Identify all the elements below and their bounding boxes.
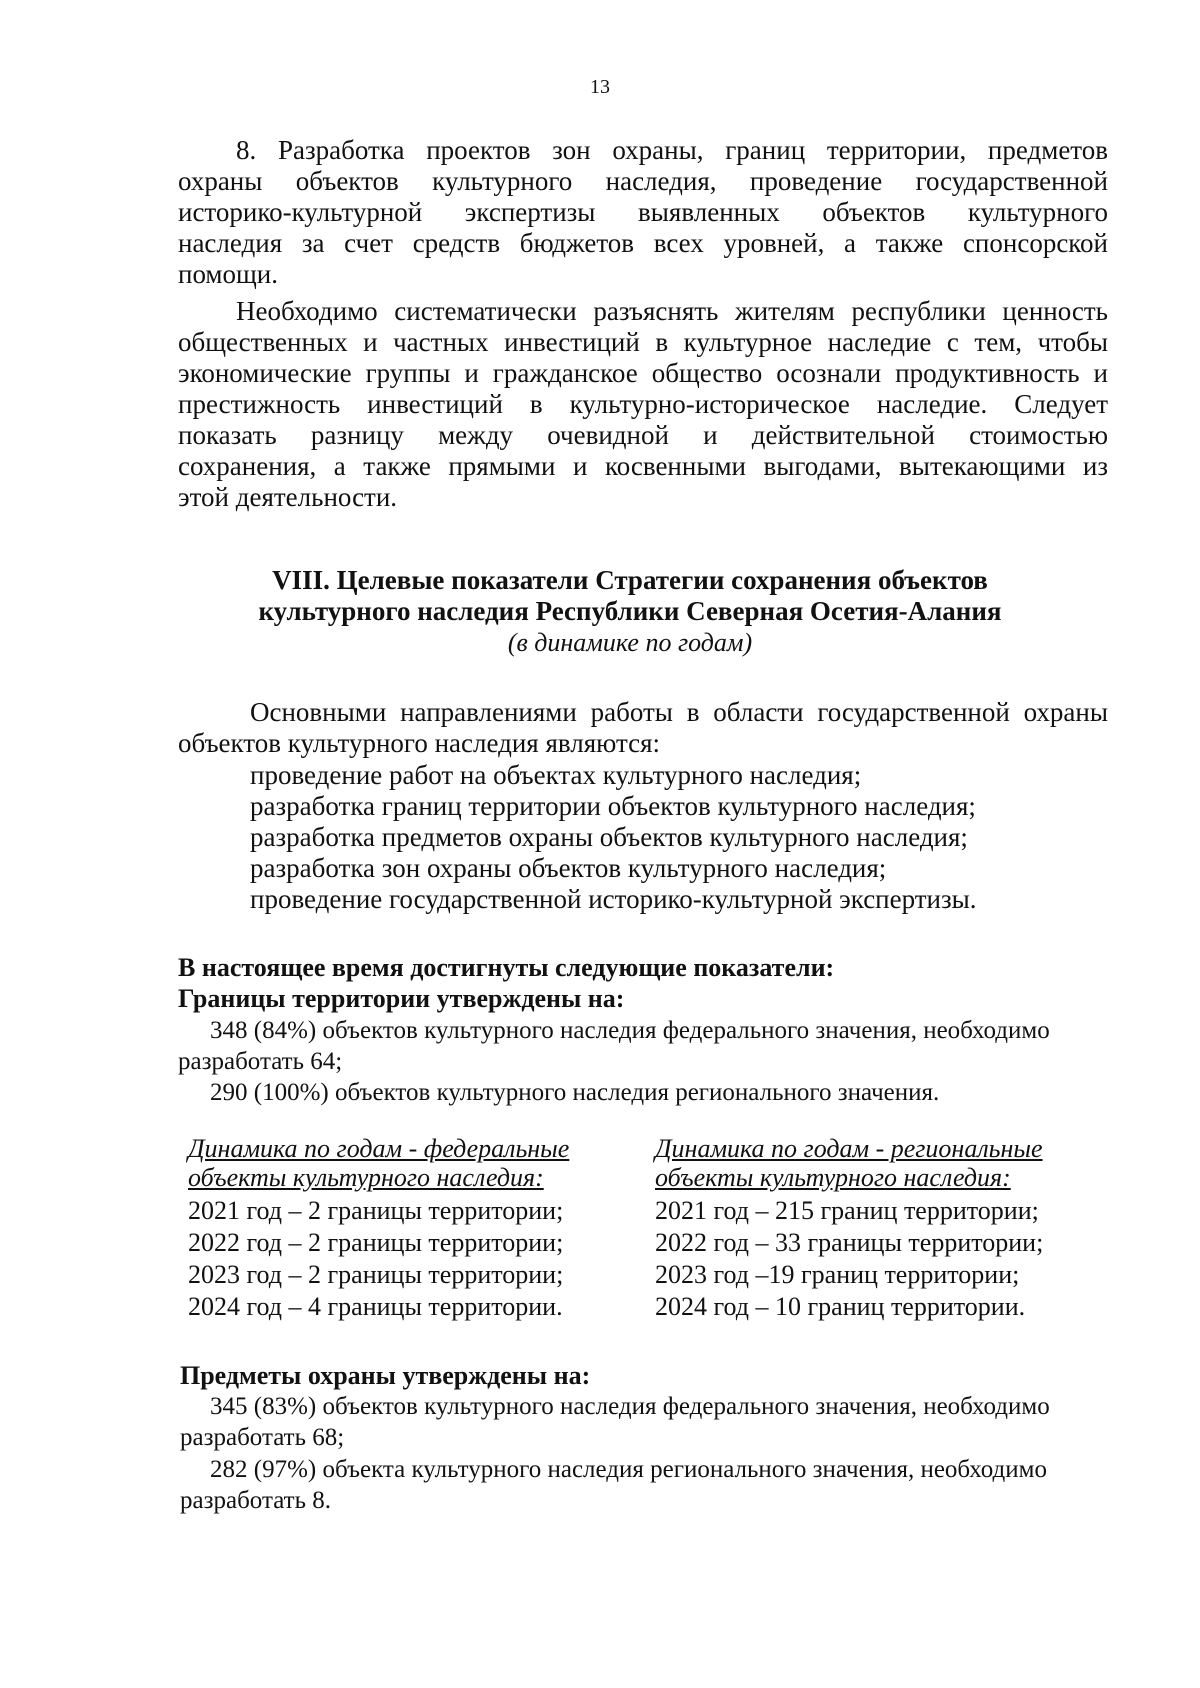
paragraph-line: разработать 68; — [180, 1424, 345, 1451]
regional-column-title: Динамика по годам - региональные — [655, 1134, 1043, 1163]
section-subtitle: (в динамике по годам) — [507, 628, 753, 657]
paragraph-line: престижность инвестиций в культурно-историческое наследие. Следует — [178, 389, 1108, 419]
federal-year-item: 2022 год – 2 границы территории; — [188, 1228, 564, 1257]
federal-year-item: 2023 год – 2 границы территории; — [188, 1260, 564, 1289]
paragraph-line: охраны объектов культурного наследия, проведение государственной — [178, 166, 1108, 196]
paragraph-line: наследия за счет средств бюджетов всех уровней, а также спонсорской — [178, 228, 1108, 258]
paragraph-line: историко-культурной экспертизы выявленных объектов культурного — [178, 197, 1108, 227]
paragraph-line: экономические группы и гражданское общество осознали продуктивность и — [178, 358, 1108, 388]
paragraph-line: 282 (97%) объекта культурного наследия регионального значения, необходимо — [210, 1456, 1047, 1483]
direction-item: разработка зон охраны объектов культурного наследия; — [250, 853, 887, 883]
paragraph-line: общественных и частных инвестиций в культурное наследие с тем, чтобы — [178, 327, 1108, 357]
paragraph-line: Необходимо систематически разъяснять жителям республики ценность — [236, 296, 1108, 326]
section-title-line: VIII. Целевые показатели Стратегии сохранения объектов — [272, 565, 988, 595]
protection-heading: Предметы охраны утверждены на: — [180, 1361, 591, 1390]
achieved-heading: В настоящее время достигнуты следующие показатели: — [178, 953, 835, 982]
direction-item: проведение государственной историко-культурной экспертизы. — [250, 884, 977, 914]
section-title-line: культурного наследия Республики Северная Осетия-Алания — [258, 596, 1002, 626]
regional-year-item: 2022 год – 33 границы территории; — [655, 1228, 1044, 1257]
paragraph-line: сохранения, а также прямыми и косвенными выгодами, вытекающими из — [178, 451, 1108, 481]
federal-column-title: объекты культурного наследия: — [188, 1163, 544, 1192]
federal-year-item: 2021 год – 2 границы территории; — [188, 1196, 564, 1225]
paragraph-line: объектов культурного наследия являются: — [178, 728, 660, 758]
regional-year-item: 2023 год –19 границ территории; — [655, 1260, 1020, 1289]
regional-column-title: объекты культурного наследия: — [655, 1163, 1011, 1192]
direction-item: разработка границ территории объектов культурного наследия; — [250, 791, 976, 821]
federal-year-item: 2024 год – 4 границы территории. — [188, 1292, 563, 1321]
paragraph-line: этой деятельности. — [178, 482, 398, 512]
paragraph-line: показать разницу между очевидной и действительной стоимостью — [178, 420, 1108, 450]
regional-year-item: 2024 год – 10 границ территории. — [655, 1292, 1026, 1321]
paragraph-line: 8. Разработка проектов зон охраны, границ территории, предметов — [236, 135, 1108, 165]
paragraph-line: 348 (84%) объектов культурного наследия федерального значения, необходимо — [210, 1017, 1050, 1044]
paragraph-line: 290 (100%) объектов культурного наследия регионального значения. — [210, 1079, 940, 1106]
paragraph-line: разработать 64; — [178, 1048, 343, 1075]
direction-item: проведение работ на объектах культурного наследия; — [250, 760, 862, 790]
paragraph-line: 345 (83%) объектов культурного наследия федерального значения, необходимо — [210, 1393, 1050, 1420]
direction-item: разработка предметов охраны объектов культурного наследия; — [250, 822, 968, 852]
federal-column-title: Динамика по годам - федеральные — [188, 1134, 570, 1163]
paragraph-line: разработать 8. — [180, 1487, 331, 1514]
page-number: 13 — [590, 76, 610, 98]
paragraph-line: помощи. — [178, 259, 279, 289]
paragraph-line: Основными направлениями работы в области государственной охраны — [250, 697, 1108, 727]
regional-year-item: 2021 год – 215 границ территории; — [655, 1196, 1039, 1225]
borders-heading: Границы территории утверждены на: — [178, 984, 625, 1013]
